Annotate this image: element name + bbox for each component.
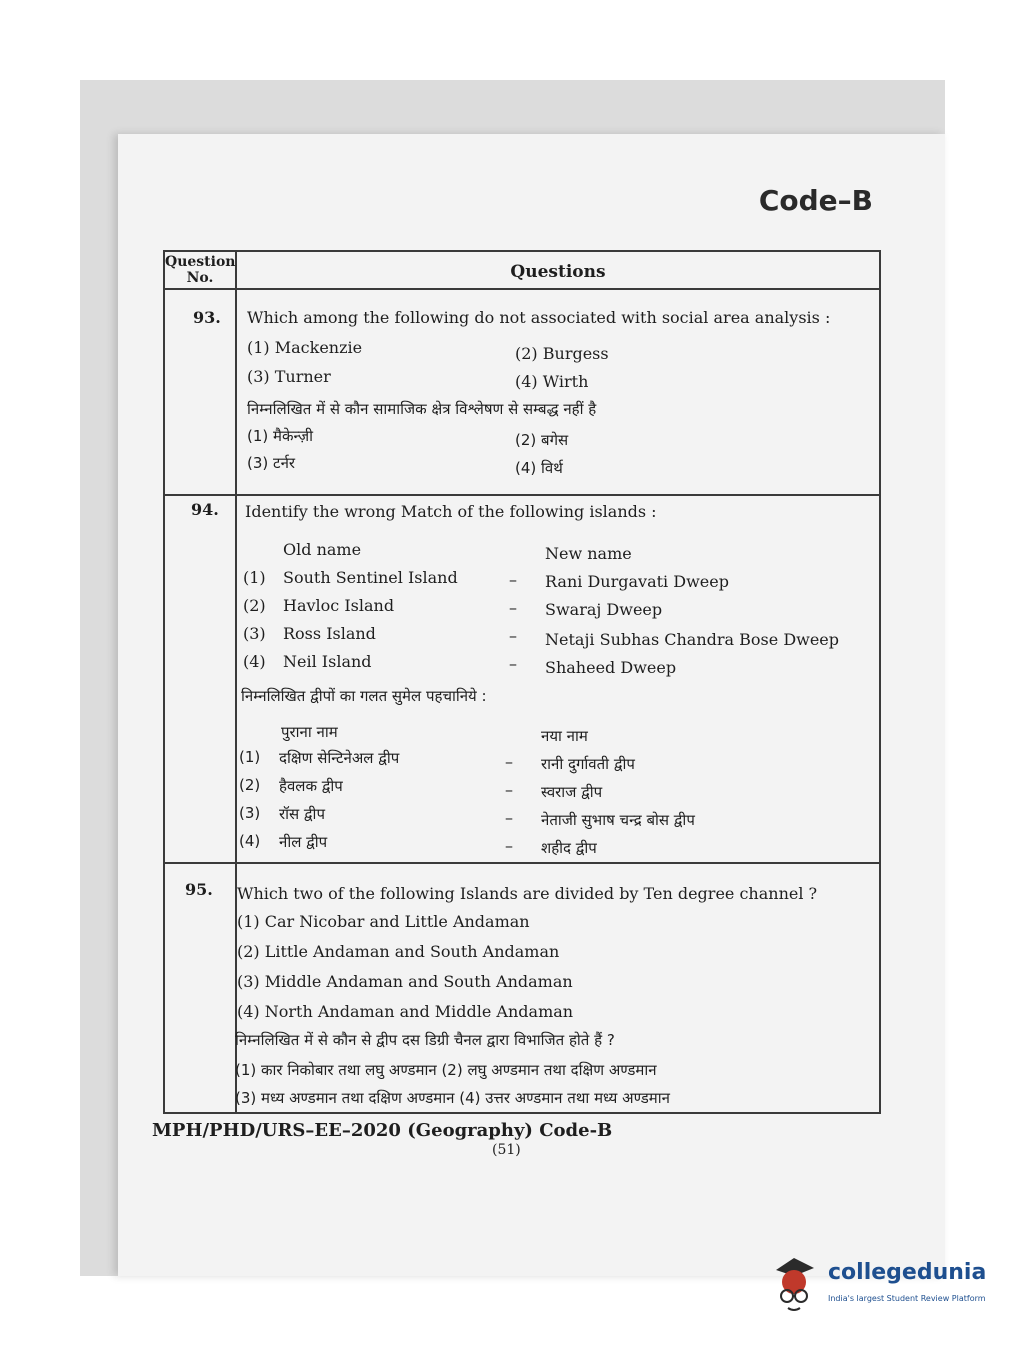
mascot-icon (768, 1252, 820, 1314)
dash: – (509, 570, 517, 589)
question-number: 95. (185, 880, 213, 899)
match-number: (4) (239, 832, 261, 850)
dash: – (505, 836, 513, 855)
match-number: (4) (243, 652, 266, 671)
collegedunia-logo (768, 1252, 998, 1322)
match-number: (3) (243, 624, 266, 643)
match-number: (2) (243, 596, 266, 615)
question-number: 93. (193, 308, 221, 327)
match-number: (1) (243, 568, 266, 587)
dash: – (509, 626, 517, 645)
match-number: (3) (239, 804, 261, 822)
question-number: 94. (191, 500, 219, 519)
option: (4) Wirth (515, 372, 589, 391)
question-text: Identify the wrong Match of the following islands : (245, 502, 657, 521)
question-text-hindi: निम्नलिखित में से कौन से द्वीप दस डिग्री चैनल द्वारा विभाजित होते हैं ? (235, 1031, 615, 1049)
header-divider (165, 288, 879, 290)
row-divider (165, 862, 879, 864)
code-label: Code–B (758, 184, 873, 217)
old-name-hindi: दक्षिण सेन्टिनेअल द्वीप (279, 749, 400, 767)
old-name-hindi: हैवलक द्वीप (279, 777, 343, 795)
option: (3) Turner (247, 367, 331, 386)
question-text: Which two of the following Islands are divided by Ten degree channel ? (237, 884, 818, 903)
question-text-hindi: निम्नलिखित में से कौन सामाजिक क्षेत्र विश्लेषण से सम्बद्ध नहीं है (247, 400, 597, 418)
option-line-hindi: (3) मध्य अण्डमान तथा दक्षिण अण्डमान (4) उत्तर अण्डमान तथा मध्य अण्डमान (235, 1089, 670, 1107)
new-name-hindi: रानी दुर्गावती द्वीप (541, 755, 635, 773)
question-text-hindi: निम्नलिखित द्वीपों का गलत सुमेल पहचानिये : (241, 687, 487, 705)
dash: – (505, 808, 513, 827)
header-question-no: Question No. (165, 254, 236, 286)
column-heading-hindi: पुराना नाम (281, 723, 338, 741)
column-heading: Old name (283, 540, 362, 559)
option: (2) Burgess (515, 344, 609, 363)
dash: – (509, 598, 517, 617)
dash: – (505, 752, 513, 771)
old-name: South Sentinel Island (283, 568, 458, 587)
option: (4) North Andaman and Middle Andaman (237, 1002, 574, 1021)
new-name-hindi: नेताजी सुभाष चन्द्र बोस द्वीप (541, 811, 695, 829)
old-name: Neil Island (283, 652, 372, 671)
logo-name: collegedunia (828, 1260, 987, 1285)
question-table (163, 250, 881, 1114)
match-number: (2) (239, 776, 261, 794)
option-hindi: (3) टर्नर (247, 454, 296, 472)
option: (1) Car Nicobar and Little Andaman (237, 912, 530, 931)
page-number: (51) (492, 1142, 521, 1158)
old-name: Havloc Island (283, 596, 395, 615)
question-text: Which among the following do not associated with social area analysis : (247, 308, 831, 327)
option-hindi: (1) मैकेन्ज़ी (247, 427, 313, 445)
old-name-hindi: नील द्वीप (279, 833, 328, 851)
dash: – (509, 654, 517, 673)
paper-code-footer: MPH/PHD/URS–EE–2020 (Geography) Code-B (152, 1120, 613, 1141)
dash: – (505, 780, 513, 799)
column-heading-hindi: नया नाम (541, 727, 588, 745)
new-name: Netaji Subhas Chandra Bose Dweep (545, 630, 840, 649)
new-name-hindi: स्वराज द्वीप (541, 783, 603, 801)
option: (1) Mackenzie (247, 338, 363, 357)
new-name-hindi: शहीद द्वीप (541, 839, 597, 857)
header-questions: Questions (510, 262, 606, 282)
row-divider (165, 494, 879, 496)
option-hindi: (2) बगेस (515, 431, 569, 449)
logo-tagline: India's largest Student Review Platform (828, 1294, 986, 1303)
option-hindi: (4) विर्थ (515, 459, 563, 477)
old-name-hindi: रॉस द्वीप (279, 805, 325, 823)
option: (3) Middle Andaman and South Andaman (237, 972, 573, 991)
option-line-hindi: (1) कार निकोबार तथा लघु अण्डमान (2) लघु अण्डमान तथा दक्षिण अण्डमान (235, 1061, 657, 1079)
new-name: Rani Durgavati Dweep (545, 572, 729, 591)
new-name: Swaraj Dweep (545, 600, 663, 619)
new-name: Shaheed Dweep (545, 658, 677, 677)
column-heading: New name (545, 544, 632, 563)
option: (2) Little Andaman and South Andaman (237, 942, 560, 961)
match-number: (1) (239, 748, 261, 766)
old-name: Ross Island (283, 624, 376, 643)
